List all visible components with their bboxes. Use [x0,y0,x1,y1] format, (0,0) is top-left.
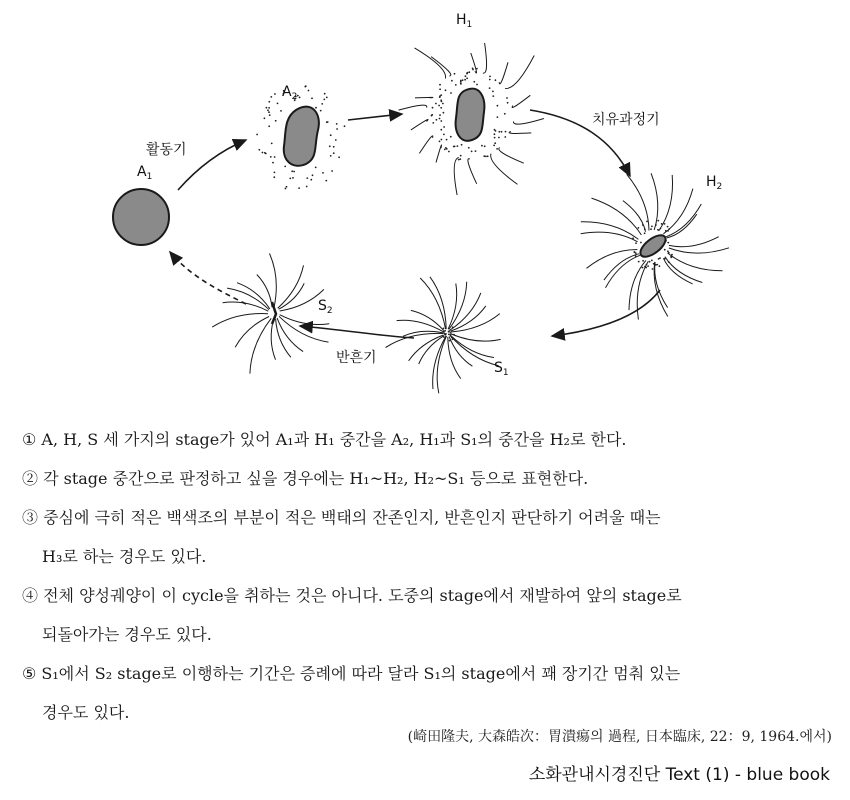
halo-dot [440,129,442,131]
note-2: ② 각 stage 중간으로 판정하고 싶을 경우에는 H₁~H₂, H₂~S₁ 등으로 표현한다. [22,469,589,488]
halo-dot [268,111,270,113]
halo-dot [432,107,434,109]
halo-dot [333,152,335,154]
halo-dot [464,79,466,81]
halo-dot [453,334,455,336]
arrow-a2-to-h1 [348,114,402,120]
stage-s2 [212,254,332,374]
halo-dot [272,162,274,164]
halo-dot [642,260,644,262]
halo-dot [465,75,467,77]
halo-dot [312,174,314,176]
halo-dot [476,84,478,86]
halo-dot [646,221,648,223]
halo-dot [450,92,452,94]
halo-dot [452,338,454,340]
halo-dot [655,264,657,266]
halo-dot [492,91,494,93]
stage-a2-label: $A_2$ [282,84,298,102]
mucosal-fold [659,175,673,231]
halo-dot [647,265,649,267]
note-1: ① A, H, S 세 가지의 stage가 있어 A₁과 H₁ 중간을 A₂, H₁과 S₁의 중간을 H₂로 한다. [22,430,627,449]
halo-dot [504,113,506,115]
halo-dot [505,131,507,133]
a2-ulcer [284,107,319,166]
halo-dot [498,131,500,133]
halo-dot [668,252,670,254]
mucosal-fold [277,318,303,352]
halo-dot [274,93,276,95]
halo-dot [286,186,288,188]
halo-dot [440,107,442,109]
halo-dot [497,105,499,107]
halo-dot [321,103,323,105]
mucosal-fold [419,336,444,364]
halo-dot [460,155,462,157]
halo-dot [450,332,452,334]
halo-dot [658,258,660,260]
halo-dot [267,109,269,111]
halo-dot [653,263,655,265]
halo-dot [280,110,282,112]
halo-dot [484,145,486,147]
halo-dot [320,110,322,112]
halo-dot [495,130,497,132]
halo-dot [450,136,452,138]
mucosal-fold [386,333,444,347]
halo-dot [649,261,651,263]
mucosal-fold [419,136,432,154]
halo-dot [335,139,337,141]
halo-dot [284,166,286,168]
halo-dot [439,118,441,120]
mucosal-fold [592,198,642,235]
halo-dot [489,76,491,78]
halo-dot [458,159,460,161]
halo-dot [475,150,477,152]
halo-dot [436,119,438,121]
mucosal-fold [587,250,638,269]
halo-dot [441,139,443,141]
mucosal-fold [436,145,442,163]
mucosal-fold [420,278,445,329]
notes-list [22,420,832,732]
halo-dot [506,97,508,99]
halo-dot [642,224,644,226]
mucosal-fold [623,201,646,232]
stage-a1-label: $A_1$ [137,164,153,182]
mucosal-fold [411,119,428,130]
halo-dot [489,79,491,81]
halo-dot [315,167,317,169]
halo-dot [269,114,271,116]
halo-dot [667,226,669,228]
halo-dot [336,128,338,130]
halo-dot [494,137,496,139]
halo-dot [438,105,440,107]
halo-dot [454,73,456,75]
halo-dot [451,80,453,82]
mucosal-fold [454,158,458,196]
halo-dot [651,226,653,228]
halo-dot [306,177,308,179]
halo-dot [660,228,662,230]
mucosal-fold [468,159,477,184]
mucosal-fold [513,119,543,125]
mucosal-fold [448,337,461,379]
halo-dot [444,149,446,151]
stage-h2 [581,173,729,319]
mucosal-fold [499,148,524,164]
note-3: ③ 중심에 극히 적은 백색조의 부분이 적은 백태의 잔존인지, 반흔인지 판단하기 어려울 때는 [22,508,661,527]
figure-caption: 소화관내시경진단 Text (1) - blue book [528,765,830,785]
halo-dot [266,107,268,109]
halo-dot [651,260,653,262]
halo-dot [638,227,640,229]
halo-dot [446,148,448,150]
arrow-s1-to-s2 [300,326,414,338]
halo-dot [495,79,497,81]
mucosal-fold [581,222,639,240]
halo-dot [635,242,637,244]
halo-dot [507,102,509,104]
halo-dot [439,114,441,116]
arrow-s2-to-a1-dashed [170,252,246,304]
mucosal-fold [433,337,446,389]
halo-dot [445,336,447,338]
halo-dot [333,146,335,148]
halo-dot [331,170,333,172]
halo-dot [664,223,666,225]
halo-dot [664,258,666,260]
halo-dot [274,156,276,158]
halo-dot [462,79,464,81]
halo-dot [445,333,447,335]
halo-dot [273,176,275,178]
halo-dot [291,170,293,172]
halo-dot [270,96,272,98]
halo-dot [441,101,443,103]
halo-dot [642,267,644,269]
halo-dot [466,77,468,79]
mucosal-fold [499,62,508,84]
halo-dot [644,228,646,230]
halo-dot [448,334,450,336]
halo-dot [274,172,276,174]
halo-dot [308,90,310,92]
halo-dot [439,95,441,97]
mucosal-fold [409,335,444,361]
halo-dot [262,152,264,154]
halo-dot [446,139,448,141]
halo-dot [468,147,470,149]
phase-scar-label: 반흔기 [336,350,377,366]
halo-dot [268,125,270,127]
mucosal-fold [399,105,427,110]
halo-dot [496,148,498,150]
halo-dot [327,121,329,123]
halo-dot [655,224,657,226]
halo-dot [306,186,308,188]
halo-dot [671,254,673,256]
halo-dot [310,179,312,181]
halo-dot [439,84,441,86]
stage-s1-label: $S_1$ [494,360,509,378]
halo-dot [451,337,453,339]
halo-dot [268,107,270,109]
note-5-continued: 경우도 있다. [42,703,130,722]
halo-dot [325,180,327,182]
source-citation: (崎田隆夫, 大森皓次：胃潰瘍의 過程, 日本臨床, 22：9, 1964.에서) [407,729,832,745]
halo-dot [659,265,661,267]
halo-dot [443,328,445,330]
mucosal-fold [271,319,275,360]
halo-dot [292,177,294,179]
halo-dot [472,68,474,70]
halo-dot [461,144,463,146]
mucosal-fold [669,248,729,253]
stage-s1 [386,277,509,394]
halo-dot [661,223,663,225]
halo-dot [468,71,470,73]
halo-dot [315,107,317,109]
halo-dot [443,134,445,136]
halo-dot [504,136,506,138]
h1-ulcer [456,89,485,141]
halo-dot [265,153,267,155]
halo-dot [443,112,445,114]
halo-dot [457,145,459,147]
halo-dot [493,145,495,147]
halo-dot [494,142,496,144]
halo-dot [326,97,328,99]
halo-dot [667,250,669,252]
halo-dot [455,84,457,86]
halo-dot [439,141,441,143]
mucosal-fold [654,262,668,317]
halo-dot [431,114,433,116]
halo-dot [671,256,673,258]
halo-dot [634,251,636,253]
halo-dot [330,134,332,136]
halo-dot [454,146,456,148]
halo-dot [443,336,445,338]
halo-dot [432,122,434,124]
halo-dot [439,88,441,90]
halo-dot [485,156,487,158]
halo-dot [452,326,454,328]
halo-dot [329,145,331,147]
halo-dot [336,123,338,125]
halo-dot [285,188,287,190]
mucosal-fold [505,56,534,89]
halo-dot [501,131,503,133]
note-4-continued: 되돌아가는 경우도 있다. [42,625,212,644]
note-3-continued: H₃로 하는 경우도 있다. [42,547,207,566]
mucosal-fold [483,43,487,73]
halo-dot [650,228,652,230]
halo-dot [449,340,451,342]
halo-dot [665,230,667,232]
halo-dot [644,266,646,268]
stage-h2-label: $H_2$ [706,174,723,192]
mucosal-fold [431,57,451,77]
halo-dot [298,187,300,189]
mucosal-fold [448,284,457,330]
halo-dot [492,95,494,97]
halo-dot [632,237,634,239]
halo-dot [322,172,324,174]
halo-dot [483,155,485,157]
halo-dot [471,151,473,153]
halo-dot [459,158,461,160]
halo-dot [293,171,295,173]
mucosal-fold [449,336,472,366]
halo-dot [443,331,445,333]
halo-dot [275,120,277,122]
halo-dot [324,93,326,95]
halo-dot [289,178,291,180]
mucosal-fold [509,132,531,134]
mucosal-fold [397,320,444,331]
note-4: ④ 전체 양성궤양이 이 cycle을 취하는 것은 아니다. 도중의 stage에서 재발하여 앞의 stage로 [22,586,682,605]
halo-dot [256,134,258,136]
halo-dot [258,149,260,151]
halo-dot [668,228,670,230]
mucosal-fold [411,310,444,330]
stage-s2-label: $S_2$ [318,298,333,316]
halo-dot [635,255,637,257]
halo-dot [460,82,462,84]
arrow-h2-to-s1 [552,290,660,336]
mucosal-fold [651,173,658,230]
halo-dot [638,261,640,263]
halo-dot [330,155,332,157]
halo-dot [667,230,669,232]
halo-dot [460,80,462,82]
mucosal-fold [451,334,501,341]
halo-dot [644,232,646,234]
stage-h1 [399,12,544,195]
halo-dot [277,103,279,105]
note-5: ⑤ S₁에서 S₂ stage로 이행하는 기간은 증례에 따라 달라 S₁의 stage에서 꽤 장기간 멈춰 있는 [22,664,681,683]
halo-dot [311,97,313,99]
halo-dot [664,249,666,251]
halo-dot [270,156,272,158]
halo-dot [498,137,500,139]
halo-dot [305,85,307,87]
halo-dot [449,330,451,332]
mucosal-fold [451,314,500,332]
halo-dot [442,103,444,105]
mucosal-fold [212,314,268,328]
halo-dot [489,87,491,89]
s1-folds [386,277,501,394]
stage-a2 [256,84,345,189]
mucosal-fold [668,253,723,271]
arrow-a1-to-a2 [178,140,246,190]
mucosal-fold [669,237,719,247]
halo-dot [473,81,475,83]
halo-dot [299,97,301,99]
mucosal-fold [627,174,649,230]
mucosal-fold [415,48,446,79]
h2-ulcer [637,231,669,261]
halo-dot [344,125,346,127]
halo-dot [445,326,447,328]
mucosal-fold [227,288,269,310]
mucosal-fold [512,95,530,107]
halo-dot [640,242,642,244]
halo-dot [652,268,654,270]
halo-dot [466,73,468,75]
halo-dot [668,261,670,263]
phase-active-label: 활동기 [146,142,187,158]
halo-dot [440,120,442,122]
phase-healing-label: 치유과정기 [592,112,660,128]
halo-dot [264,117,266,119]
halo-dot [443,126,445,128]
halo-dot [448,151,450,153]
mucosal-fold [655,262,668,308]
halo-dot [494,133,496,135]
halo-dot [657,229,659,231]
halo-dot [338,156,340,158]
halo-dot [435,103,437,105]
mucosal-fold [666,204,701,237]
mucosal-fold [279,316,329,342]
halo-dot [323,99,325,101]
halo-dot [445,89,447,91]
stage-h1-label: $H_1$ [456,12,473,30]
halo-dot [476,68,478,70]
stage-a1 [113,164,169,245]
halo-dot [646,264,648,266]
halo-dot [497,116,499,118]
halo-dot [487,155,489,157]
mucosal-fold [235,317,269,348]
halo-dot [481,145,483,147]
mucosal-fold [415,97,433,98]
halo-dot [271,143,273,145]
halo-dot [657,220,659,222]
halo-dot [268,101,270,103]
halo-dot [667,242,669,244]
s2-folds [212,254,329,374]
